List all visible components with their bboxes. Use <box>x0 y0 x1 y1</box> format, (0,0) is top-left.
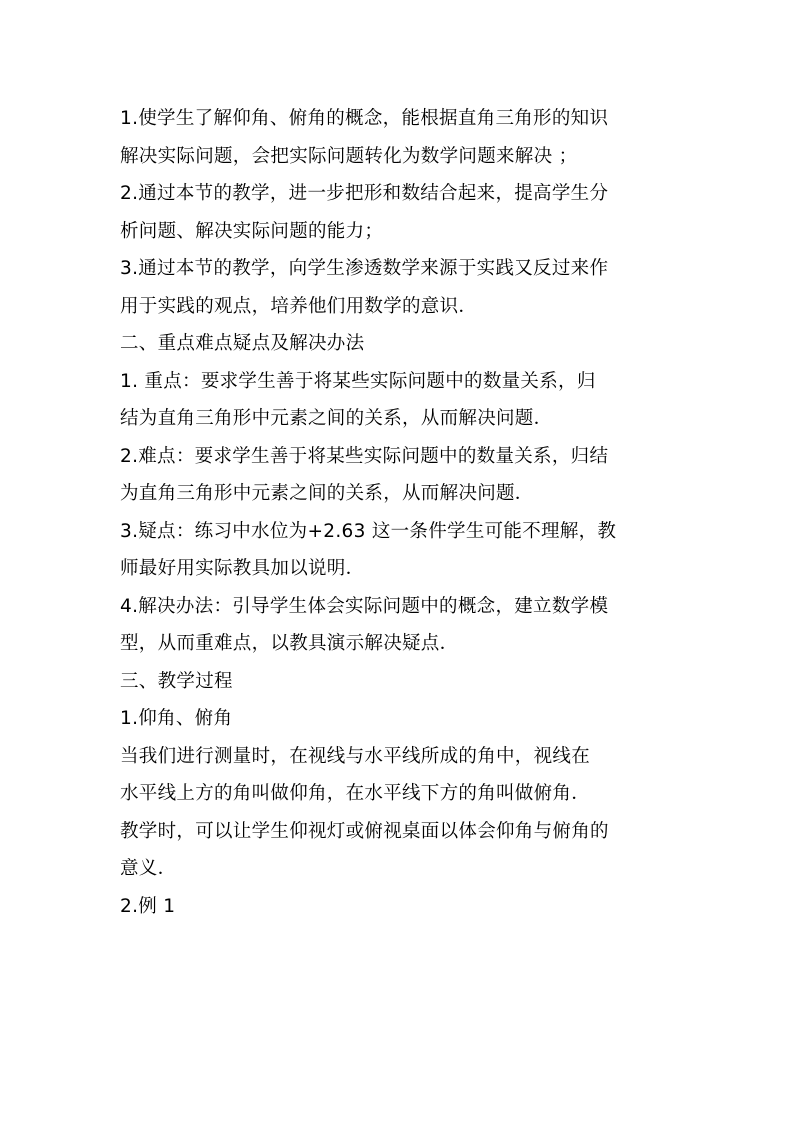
objective-2-line-1: 2.通过本节的教学，进一步把形和数结合起来，提高学生分 <box>120 183 609 204</box>
teaching-note-line-1: 教学时，可以让学生仰视灯或俯视桌面以体会仰角与俯角的 <box>120 820 609 842</box>
doubt-line-2: 师最好用实际教具加以说明． <box>120 558 365 579</box>
definition-line-1: 当我们进行测量时，在视线与水平线所成的角中，视线在 <box>120 745 591 767</box>
key-point-line-1: 1. 重点：要求学生善于将某些实际问题中的数量关系，归 <box>120 370 596 392</box>
objective-3-line-2: 用于实践的观点，培养他们用数学的意识． <box>120 295 478 317</box>
definition-line-2: 水平线上方的角叫做仰角，在水平线下方的角叫做俯角． <box>120 783 591 804</box>
objective-2-line-2: 析问题、解决实际问题的能力； <box>120 220 384 242</box>
objective-3-line-1: 3.通过本节的教学，向学生渗透数学来源于实践又反过来作 <box>120 258 609 279</box>
section-heading-key-points: 二、重点难点疑点及解决办法 <box>120 333 365 354</box>
solution-line-2: 型，从而重难点，以教具演示解决疑点． <box>120 633 459 654</box>
difficulty-line-1: 2.难点：要求学生善于将某些实际问题中的数量关系，归结 <box>120 445 609 467</box>
difficulty-line-2: 为直角三角形中元素之间的关系，从而解决问题． <box>120 483 534 504</box>
document-body <box>120 100 676 925</box>
doubt-line-1: 3.疑点：练习中水位为+2.63 这一条件学生可能不理解，教 <box>120 520 617 542</box>
teaching-note-line-2: 意义． <box>120 858 177 879</box>
example-1-heading: 2.例 1 <box>120 895 176 917</box>
objective-1-line-1: 1.使学生了解仰角、俯角的概念，能根据直角三角形的知识 <box>120 108 609 129</box>
section-heading-teaching-process: 三、教学过程 <box>120 670 233 692</box>
key-point-line-2: 结为直角三角形中元素之间的关系，从而解决问题． <box>120 408 553 429</box>
objective-1-line-2: 解决实际问题，会把实际问题转化为数学问题来解决 ； <box>120 145 578 167</box>
subheading-elevation-depression: 1.仰角、俯角 <box>120 708 233 729</box>
solution-line-1: 4.解决办法：引导学生体会实际问题中的概念，建立数学模 <box>120 595 609 617</box>
